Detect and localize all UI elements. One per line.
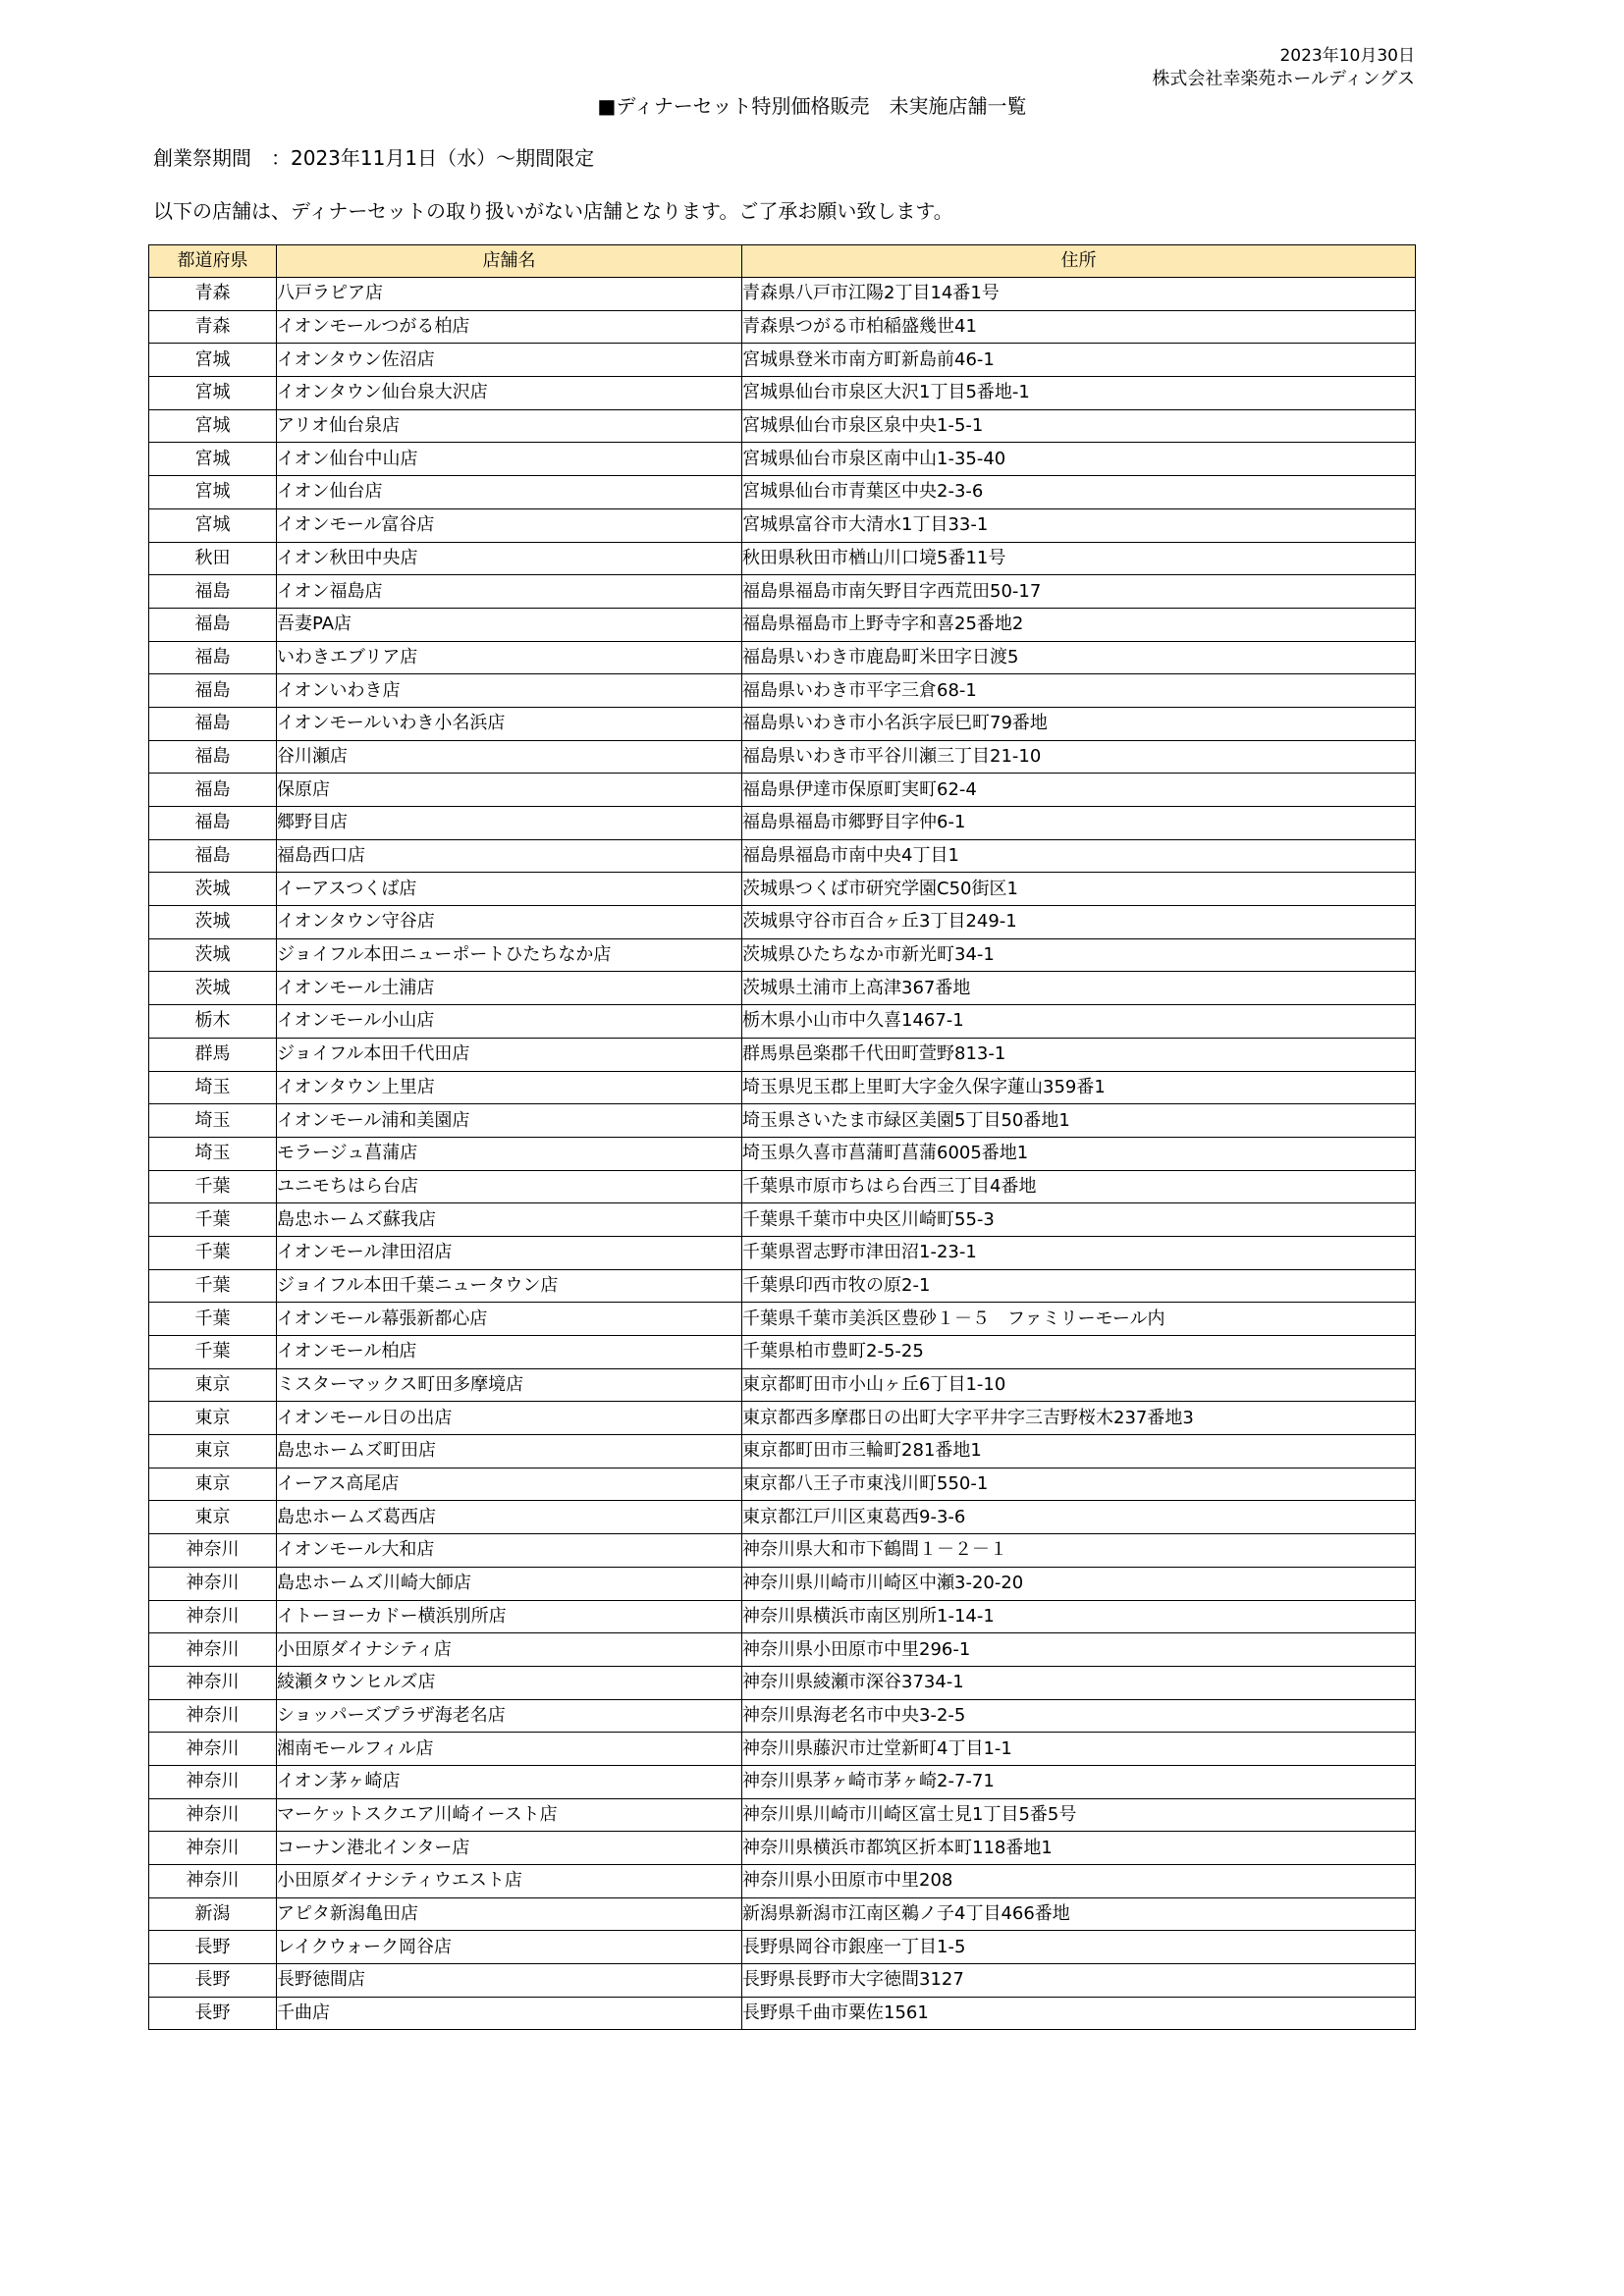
prefecture-cell: 埼玉 — [149, 1071, 277, 1104]
table-row — [149, 774, 1416, 807]
address-cell: 神奈川県大和市下鶴間１－２－１ — [742, 1534, 1416, 1568]
store-name-cell: 島忠ホームズ町田店 — [277, 1435, 742, 1468]
table-row — [149, 1303, 1416, 1336]
prefecture-cell: 神奈川 — [149, 1600, 277, 1633]
table-row — [149, 1765, 1416, 1798]
address-cell: 千葉県千葉市美浜区豊砂１－５ ファミリーモール内 — [742, 1303, 1416, 1336]
table-row — [149, 575, 1416, 609]
table-row — [149, 707, 1416, 740]
address-cell: 秋田県秋田市楢山川口境5番11号 — [742, 542, 1416, 575]
prefecture-cell: 東京 — [149, 1402, 277, 1435]
store-name-cell: 千曲店 — [277, 1997, 742, 2030]
address-cell: 宮城県仙台市泉区南中山1-35-40 — [742, 443, 1416, 476]
prefecture-cell: 宮城 — [149, 476, 277, 509]
prefecture-cell: 神奈川 — [149, 1865, 277, 1898]
store-name-cell: ユニモちはら台店 — [277, 1170, 742, 1203]
table-row — [149, 310, 1416, 344]
store-name-cell: イオンモール浦和美園店 — [277, 1104, 742, 1138]
prefecture-cell: 宮城 — [149, 409, 277, 443]
store-name-cell: アピタ新潟亀田店 — [277, 1897, 742, 1931]
prefecture-cell: 神奈川 — [149, 1699, 277, 1733]
prefecture-cell: 福島 — [149, 740, 277, 774]
prefecture-cell: 千葉 — [149, 1203, 277, 1237]
table-row — [149, 278, 1416, 311]
store-name-cell: イオンモール幕張新都心店 — [277, 1303, 742, 1336]
store-name-cell: アリオ仙台泉店 — [277, 409, 742, 443]
store-name-cell: イオン茅ヶ崎店 — [277, 1765, 742, 1798]
column-header-prefecture: 都道府県 — [149, 245, 277, 278]
table-row — [149, 674, 1416, 708]
store-name-cell: 八戸ラピア店 — [277, 278, 742, 311]
store-name-cell: イオン仙台中山店 — [277, 443, 742, 476]
address-cell: 福島県いわき市平谷川瀬三丁目21-10 — [742, 740, 1416, 774]
address-cell: 福島県福島市郷野目字仲6-1 — [742, 807, 1416, 840]
prefecture-cell: 茨城 — [149, 906, 277, 939]
address-cell: 宮城県登米市南方町新島前46-1 — [742, 344, 1416, 377]
store-name-cell: 郷野目店 — [277, 807, 742, 840]
table-row — [149, 1633, 1416, 1667]
prefecture-cell: 神奈川 — [149, 1567, 277, 1600]
prefecture-cell: 神奈川 — [149, 1765, 277, 1798]
prefecture-cell: 神奈川 — [149, 1798, 277, 1832]
prefecture-cell: 神奈川 — [149, 1666, 277, 1699]
prefecture-cell: 宮城 — [149, 508, 277, 542]
table-row — [149, 377, 1416, 410]
table-row — [149, 1997, 1416, 2030]
table-row — [149, 938, 1416, 972]
table-row — [149, 608, 1416, 641]
prefecture-cell: 長野 — [149, 1931, 277, 1964]
table-row — [149, 476, 1416, 509]
address-cell: 東京都八王子市東浅川町550-1 — [742, 1468, 1416, 1501]
address-cell: 宮城県仙台市青葉区中央2-3-6 — [742, 476, 1416, 509]
table-row — [149, 972, 1416, 1005]
store-name-cell: イオンモール日の出店 — [277, 1402, 742, 1435]
address-cell: 茨城県ひたちなか市新光町34-1 — [742, 938, 1416, 972]
table-row — [149, 409, 1416, 443]
table-row — [149, 542, 1416, 575]
address-cell: 千葉県市原市ちはら台西三丁目4番地 — [742, 1170, 1416, 1203]
store-name-cell: イオンタウン上里店 — [277, 1071, 742, 1104]
prefecture-cell: 青森 — [149, 310, 277, 344]
address-cell: 神奈川県海老名市中央3-2-5 — [742, 1699, 1416, 1733]
prefecture-cell: 福島 — [149, 575, 277, 609]
prefecture-cell: 千葉 — [149, 1269, 277, 1303]
address-cell: 茨城県土浦市上高津367番地 — [742, 972, 1416, 1005]
address-cell: 長野県長野市大字徳間3127 — [742, 1964, 1416, 1998]
address-cell: 新潟県新潟市江南区鵜ノ子4丁目466番地 — [742, 1897, 1416, 1931]
table-row — [149, 1203, 1416, 1237]
store-name-cell: イオン福島店 — [277, 575, 742, 609]
address-cell: 宮城県富谷市大清水1丁目33-1 — [742, 508, 1416, 542]
store-name-cell: レイクウォーク岡谷店 — [277, 1931, 742, 1964]
prefecture-cell: 神奈川 — [149, 1832, 277, 1865]
store-name-cell: コーナン港北インター店 — [277, 1832, 742, 1865]
store-name-cell: イオンモールつがる柏店 — [277, 310, 742, 344]
prefecture-cell: 栃木 — [149, 1005, 277, 1039]
store-name-cell: イオンモール柏店 — [277, 1336, 742, 1369]
address-cell: 千葉県習志野市津田沼1-23-1 — [742, 1236, 1416, 1269]
store-name-cell: モラージュ菖蒲店 — [277, 1137, 742, 1170]
table-row — [149, 1666, 1416, 1699]
prefecture-cell: 福島 — [149, 707, 277, 740]
address-cell: 宮城県仙台市泉区大沢1丁目5番地-1 — [742, 377, 1416, 410]
table-row — [149, 1402, 1416, 1435]
address-cell: 福島県いわき市鹿島町米田字日渡5 — [742, 641, 1416, 674]
table-row — [149, 1038, 1416, 1071]
store-name-cell: イオンいわき店 — [277, 674, 742, 708]
table-row — [149, 873, 1416, 906]
address-cell: 埼玉県久喜市菖蒲町菖蒲6005番地1 — [742, 1137, 1416, 1170]
column-header-store: 店舗名 — [277, 245, 742, 278]
store-name-cell: イオンタウン仙台泉大沢店 — [277, 377, 742, 410]
store-name-cell: イーアス高尾店 — [277, 1468, 742, 1501]
store-name-cell: マーケットスクエア川崎イースト店 — [277, 1798, 742, 1832]
address-cell: 茨城県つくば市研究学園C50街区1 — [742, 873, 1416, 906]
prefecture-cell: 茨城 — [149, 938, 277, 972]
company-name: 株式会社幸楽苑ホールディングス — [1152, 69, 1415, 89]
campaign-period: 創業祭期間 ：2023年11月1日（水）～期間限定 — [153, 146, 595, 170]
address-cell: 神奈川県綾瀬市深谷3734-1 — [742, 1666, 1416, 1699]
address-cell: 福島県福島市上野寺字和喜25番地2 — [742, 608, 1416, 641]
prefecture-cell: 宮城 — [149, 443, 277, 476]
table-row — [149, 906, 1416, 939]
store-name-cell: ジョイフル本田ニューポートひたちなか店 — [277, 938, 742, 972]
prefecture-cell: 秋田 — [149, 542, 277, 575]
table-header-row — [149, 245, 1416, 278]
prefecture-cell: 新潟 — [149, 1897, 277, 1931]
table-row — [149, 807, 1416, 840]
store-name-cell: イオンモール富谷店 — [277, 508, 742, 542]
table-row — [149, 1897, 1416, 1931]
table-row — [149, 1964, 1416, 1998]
prefecture-cell: 埼玉 — [149, 1104, 277, 1138]
prefecture-cell: 千葉 — [149, 1303, 277, 1336]
address-cell: 東京都町田市小山ヶ丘6丁目1-10 — [742, 1368, 1416, 1402]
address-cell: 神奈川県横浜市南区別所1-14-1 — [742, 1600, 1416, 1633]
address-cell: 東京都江戸川区東葛西9-3-6 — [742, 1501, 1416, 1534]
address-cell: 福島県伊達市保原町実町62-4 — [742, 774, 1416, 807]
store-name-cell: イオンモール津田沼店 — [277, 1236, 742, 1269]
prefecture-cell: 福島 — [149, 674, 277, 708]
address-cell: 神奈川県川崎市川崎区中瀬3-20-20 — [742, 1567, 1416, 1600]
store-name-cell: 島忠ホームズ川崎大師店 — [277, 1567, 742, 1600]
address-cell: 長野県千曲市粟佐1561 — [742, 1997, 1416, 2030]
address-cell: 神奈川県茅ヶ崎市茅ヶ崎2-7-71 — [742, 1765, 1416, 1798]
document-title: ■ディナーセット特別価格販売 未実施店舗一覧 — [597, 94, 1027, 118]
prefecture-cell: 神奈川 — [149, 1633, 277, 1667]
address-cell: 宮城県仙台市泉区泉中央1-5-1 — [742, 409, 1416, 443]
table-row — [149, 641, 1416, 674]
prefecture-cell: 茨城 — [149, 873, 277, 906]
store-table-body — [149, 278, 1416, 2030]
store-name-cell: イオン仙台店 — [277, 476, 742, 509]
store-name-cell: イーアスつくば店 — [277, 873, 742, 906]
table-row — [149, 1501, 1416, 1534]
address-cell: 神奈川県小田原市中里208 — [742, 1865, 1416, 1898]
store-name-cell: 島忠ホームズ蘇我店 — [277, 1203, 742, 1237]
prefecture-cell: 神奈川 — [149, 1534, 277, 1568]
column-header-address: 住所 — [742, 245, 1416, 278]
store-name-cell: イオンタウン佐沼店 — [277, 344, 742, 377]
table-row — [149, 1368, 1416, 1402]
address-cell: 神奈川県川崎市川崎区富士見1丁目5番5号 — [742, 1798, 1416, 1832]
table-row — [149, 1236, 1416, 1269]
table-row — [149, 1567, 1416, 1600]
prefecture-cell: 千葉 — [149, 1236, 277, 1269]
prefecture-cell: 千葉 — [149, 1170, 277, 1203]
notice-text: 以下の店舗は、ディナーセットの取り扱いがない店舗となります。ご了承お願い致します。 — [153, 199, 953, 223]
address-cell: 千葉県千葉市中央区川崎町55-3 — [742, 1203, 1416, 1237]
store-name-cell: 島忠ホームズ葛西店 — [277, 1501, 742, 1534]
table-row — [149, 1336, 1416, 1369]
store-name-cell: ミスターマックス町田多摩境店 — [277, 1368, 742, 1402]
address-cell: 千葉県印西市牧の原2-1 — [742, 1269, 1416, 1303]
store-name-cell: 保原店 — [277, 774, 742, 807]
store-name-cell: 小田原ダイナシティウエスト店 — [277, 1865, 742, 1898]
table-row — [149, 1269, 1416, 1303]
table-row — [149, 344, 1416, 377]
store-name-cell: イオンモール土浦店 — [277, 972, 742, 1005]
prefecture-cell: 茨城 — [149, 972, 277, 1005]
prefecture-cell: 福島 — [149, 774, 277, 807]
address-cell: 長野県岡谷市銀座一丁目1-5 — [742, 1931, 1416, 1964]
prefecture-cell: 長野 — [149, 1997, 277, 2030]
prefecture-cell: 宮城 — [149, 344, 277, 377]
prefecture-cell: 東京 — [149, 1468, 277, 1501]
address-cell: 群馬県邑楽郡千代田町萱野813-1 — [742, 1038, 1416, 1071]
store-name-cell: いわきエブリア店 — [277, 641, 742, 674]
prefecture-cell: 宮城 — [149, 377, 277, 410]
table-row — [149, 1699, 1416, 1733]
table-row — [149, 1534, 1416, 1568]
prefecture-cell: 埼玉 — [149, 1137, 277, 1170]
table-row — [149, 1798, 1416, 1832]
address-cell: 栃木県小山市中久喜1467-1 — [742, 1005, 1416, 1039]
prefecture-cell: 青森 — [149, 278, 277, 311]
prefecture-cell: 福島 — [149, 807, 277, 840]
prefecture-cell: 東京 — [149, 1368, 277, 1402]
address-cell: 神奈川県小田原市中里296-1 — [742, 1633, 1416, 1667]
store-name-cell: ショッパーズプラザ海老名店 — [277, 1699, 742, 1733]
store-name-cell: 小田原ダイナシティ店 — [277, 1633, 742, 1667]
address-cell: 埼玉県児玉郡上里町大字金久保字蓮山359番1 — [742, 1071, 1416, 1104]
table-row — [149, 1733, 1416, 1766]
address-cell: 千葉県柏市豊町2-5-25 — [742, 1336, 1416, 1369]
prefecture-cell: 長野 — [149, 1964, 277, 1998]
prefecture-cell: 福島 — [149, 608, 277, 641]
address-cell: 東京都町田市三輪町281番地1 — [742, 1435, 1416, 1468]
document-date: 2023年10月30日 — [1279, 46, 1415, 66]
address-cell: 福島県福島市南矢野目字西荒田50-17 — [742, 575, 1416, 609]
prefecture-cell: 福島 — [149, 641, 277, 674]
table-row — [149, 740, 1416, 774]
store-name-cell: イオン秋田中央店 — [277, 542, 742, 575]
address-cell: 福島県福島市南中央4丁目1 — [742, 839, 1416, 873]
prefecture-cell: 東京 — [149, 1501, 277, 1534]
table-row — [149, 1832, 1416, 1865]
store-name-cell: 綾瀬タウンヒルズ店 — [277, 1666, 742, 1699]
table-row — [149, 508, 1416, 542]
address-cell: 神奈川県横浜市都筑区折本町118番地1 — [742, 1832, 1416, 1865]
store-name-cell: ジョイフル本田千葉ニュータウン店 — [277, 1269, 742, 1303]
prefecture-cell: 福島 — [149, 839, 277, 873]
table-row — [149, 1104, 1416, 1138]
store-name-cell: ジョイフル本田千代田店 — [277, 1038, 742, 1071]
table-row — [149, 1435, 1416, 1468]
table-row — [149, 1865, 1416, 1898]
store-table — [148, 244, 1416, 2030]
table-row — [149, 1137, 1416, 1170]
prefecture-cell: 千葉 — [149, 1336, 277, 1369]
address-cell: 埼玉県さいたま市緑区美園5丁目50番地1 — [742, 1104, 1416, 1138]
address-cell: 福島県いわき市平字三倉68-1 — [742, 674, 1416, 708]
store-name-cell: イオンモール大和店 — [277, 1534, 742, 1568]
store-name-cell: イトーヨーカドー横浜別所店 — [277, 1600, 742, 1633]
table-row — [149, 1071, 1416, 1104]
prefecture-cell: 東京 — [149, 1435, 277, 1468]
address-cell: 福島県いわき市小名浜字辰巳町79番地 — [742, 707, 1416, 740]
store-name-cell: 福島西口店 — [277, 839, 742, 873]
store-name-cell: イオンモール小山店 — [277, 1005, 742, 1039]
store-name-cell: 長野徳間店 — [277, 1964, 742, 1998]
table-row — [149, 1468, 1416, 1501]
address-cell: 青森県八戸市江陽2丁目14番1号 — [742, 278, 1416, 311]
table-row — [149, 839, 1416, 873]
table-row — [149, 1600, 1416, 1633]
address-cell: 神奈川県藤沢市辻堂新町4丁目1-1 — [742, 1733, 1416, 1766]
address-cell: 青森県つがる市柏稲盛幾世41 — [742, 310, 1416, 344]
prefecture-cell: 神奈川 — [149, 1733, 277, 1766]
table-row — [149, 443, 1416, 476]
store-name-cell: イオンモールいわき小名浜店 — [277, 707, 742, 740]
store-name-cell: 吾妻PA店 — [277, 608, 742, 641]
prefecture-cell: 群馬 — [149, 1038, 277, 1071]
table-row — [149, 1005, 1416, 1039]
store-name-cell: 谷川瀬店 — [277, 740, 742, 774]
store-name-cell: 湘南モールフィル店 — [277, 1733, 742, 1766]
table-row — [149, 1170, 1416, 1203]
store-name-cell: イオンタウン守谷店 — [277, 906, 742, 939]
table-row — [149, 1931, 1416, 1964]
address-cell: 茨城県守谷市百合ヶ丘3丁目249-1 — [742, 906, 1416, 939]
address-cell: 東京都西多摩郡日の出町大字平井字三吉野桜木237番地3 — [742, 1402, 1416, 1435]
